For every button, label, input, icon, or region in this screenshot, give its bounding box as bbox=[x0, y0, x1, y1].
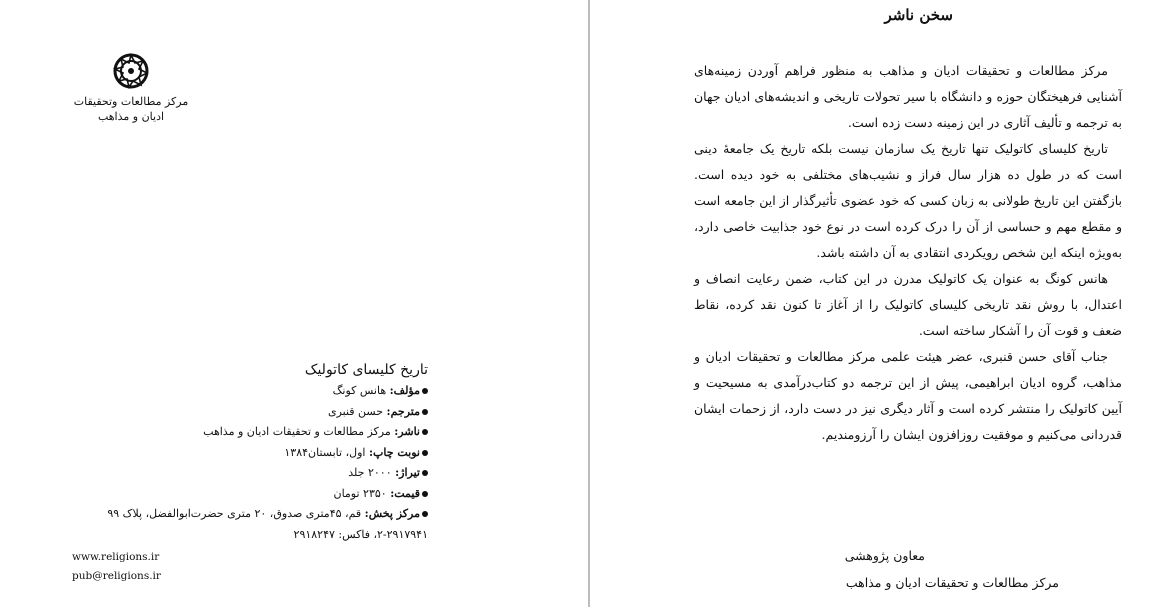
paragraph-3: هانس کونگ به عنوان یک کاتولیک مدرن در این کتاب، ضمن رعایت انصاف و اعتدال، با روش نقد تاریخی کلیسای کاتولیک را از آغاز تا کنون نقد کرده، نقاط ضعف و قوت آن را آشکار ساخته است. bbox=[694, 271, 1122, 338]
signature-org: مرکز مطالعات و تحقیقات ادیان و مذاهب bbox=[845, 575, 1059, 590]
bullet-icon bbox=[422, 511, 428, 517]
bullet-icon bbox=[422, 388, 428, 394]
price-label: قیمت: bbox=[390, 486, 420, 500]
distribution-value: قم، ۴۵متری صدوق، ۲۰ متری حضرت‌ابوالفضل، پلاک ۹۹ bbox=[107, 507, 365, 520]
publisher-value: مرکز مطالعات و تحقیقات ادیان و مذاهب bbox=[203, 425, 395, 438]
distribution-row bbox=[83, 504, 428, 525]
logo-text-line2: ادیان و مذاهب bbox=[97, 110, 165, 123]
bullet-icon bbox=[422, 491, 428, 497]
translator-label: مترجم: bbox=[386, 404, 420, 418]
paragraph-1: مرکز مطالعات و تحقیقات ادیان و مذاهب به منظور فراهم آوردن زمینه‌های آشنایی فرهیختگان حوزه و دانشگاه با سیر تحولات تاریخی و اندیشه‌های ادیان جهان به ترجمه و تألیف آثاری در این زمینه دست زده است. bbox=[694, 63, 1122, 130]
email-link[interactable]: pub@religions.ir bbox=[72, 570, 161, 582]
book-title: تاریخ کلیسای کاتولیک bbox=[304, 362, 428, 378]
bullet-icon bbox=[422, 429, 428, 435]
price-value: ۲۳۵۰ تومان bbox=[333, 486, 391, 500]
translator-row bbox=[304, 402, 428, 423]
signature-role: معاون پژوهشی bbox=[844, 548, 925, 563]
website-link[interactable]: www.religions.ir bbox=[72, 551, 160, 563]
distribution-label: مرکز پخش: bbox=[364, 507, 420, 520]
bullet-icon bbox=[422, 409, 428, 415]
bullet-icon bbox=[422, 470, 428, 476]
print-run-label: تیراژ: bbox=[395, 466, 420, 479]
print-run-value: ۲۰۰۰ جلد bbox=[348, 466, 396, 479]
publisher-note-heading: سخن ناشر bbox=[884, 6, 953, 24]
publisher-note-body bbox=[694, 58, 1122, 448]
edition-label: نوبت چاپ: bbox=[368, 445, 420, 459]
author-label: مؤلف: bbox=[389, 384, 420, 397]
publisher-row bbox=[188, 422, 428, 443]
edition-value: اول، تابستان۱۳۸۴ bbox=[284, 445, 369, 459]
author-value: هانس کونگ bbox=[332, 384, 390, 397]
publisher-logo-icon bbox=[112, 52, 150, 90]
logo-text-line1: مرکز مطالعات وتحقیقات bbox=[73, 95, 189, 108]
book-info-block bbox=[68, 362, 428, 545]
print-run-row bbox=[312, 463, 428, 484]
paragraph-4: جناب آقای حسن قنبری، عضر هیئت علمی مرکز مطالعات و تحقیقات ادیان و مذاهب، گروه ادیان ابراهیمی، پیش از این ترجمه دو کتاب‌درآمدی به مسیحیت و آیین کاتولیک را منتشر کرده است و آثار دیگری نیز در دست دارد، از زحمات ایشان قدردانی می‌کنیم و موفقیت روزافزون ایشان را آرزومندیم. bbox=[694, 349, 1123, 442]
publisher-logo-block bbox=[66, 52, 196, 124]
publisher-label: ناشر: bbox=[394, 425, 420, 438]
edition-row bbox=[264, 443, 428, 464]
phone-fax-row: ۲-۲۹۱۷۹۴۱، فاکس: ۲۹۱۸۲۴۷ bbox=[293, 527, 428, 541]
author-row bbox=[304, 381, 428, 402]
paragraph-2: تاریخ کلیسای کاتولیک تنها تاریخ یک سازمان نیست بلکه تاریخ یک جامعهٔ دینی است که در طول ده هزار سال فراز و نشیب‌های مختلفی به خود دیده است. بازگفتن این تاریخ طولانی به زبان کسی که خود عضوی تأثیرگذار از این جامعه است و مقطع مهم و حساسی از آن را درک کرده است در نوع خود جذابیت خاصی دارد، به‌ویژه اینکه این شخص رویکردی انتقادی به آن داشته باشد. bbox=[694, 141, 1122, 260]
right-page bbox=[590, 0, 1163, 607]
translator-value: حسن قنبری bbox=[327, 404, 387, 418]
price-row bbox=[322, 484, 428, 505]
bullet-icon bbox=[422, 450, 428, 456]
